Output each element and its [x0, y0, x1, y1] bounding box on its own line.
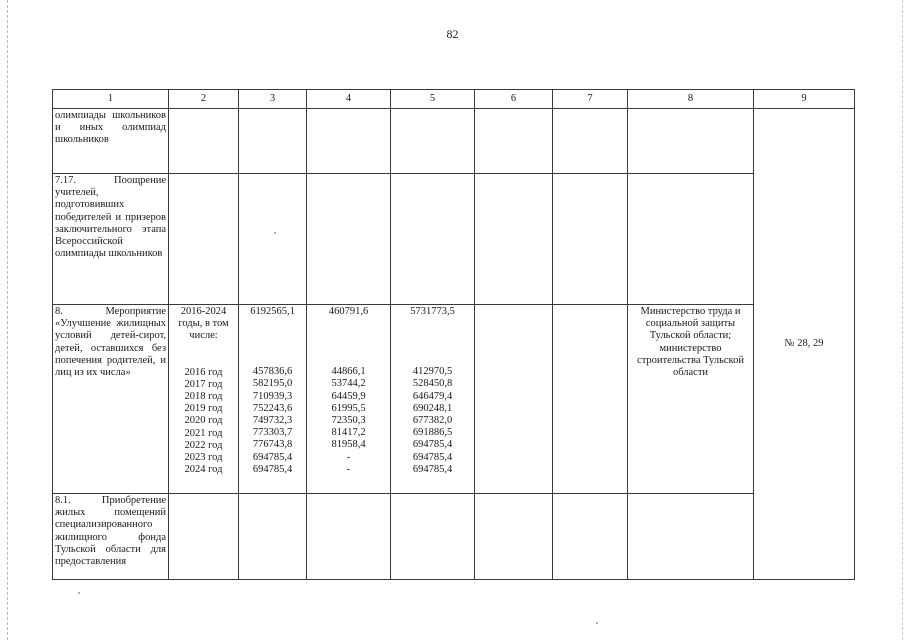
- header-cell: 6: [475, 90, 553, 109]
- regional-year-value: 528450,8: [412, 378, 453, 390]
- year-label: 2024 год: [184, 464, 223, 476]
- header-cell: 4: [307, 90, 391, 109]
- scan-speck: [78, 592, 80, 594]
- table-row: [53, 305, 855, 494]
- empty-cell: [475, 109, 553, 174]
- indicator-ref-cell: № 28, 29: [754, 109, 855, 580]
- header-cell: 7: [553, 90, 628, 109]
- table-row: [53, 109, 855, 174]
- federal-year-value: 53744,2: [331, 378, 366, 390]
- empty-cell: [475, 305, 553, 494]
- total-year-value: 582195,0: [252, 378, 293, 390]
- year-label: 2021 год: [184, 427, 223, 439]
- federal-year-value: 64459,9: [331, 390, 366, 402]
- empty-cell: [553, 494, 628, 580]
- total-cell: [239, 305, 307, 494]
- empty-cell: [239, 494, 307, 580]
- total-year-value: 710939,3: [252, 390, 293, 402]
- header-cell: 9: [754, 90, 855, 109]
- federal-cell: [307, 305, 391, 494]
- header-cell: 8: [628, 90, 754, 109]
- scan-margin-line-left: [7, 0, 8, 640]
- activity-name-cell: олимпиады школьников и иных олимпиад школьников: [53, 109, 169, 174]
- total-year-value: 457836,6: [252, 366, 293, 378]
- regional-year-value: 677382,0: [412, 415, 453, 427]
- total-year-value: 749732,3: [252, 415, 293, 427]
- regional-year-value: 694785,4: [412, 463, 453, 475]
- empty-cell: [169, 494, 239, 580]
- empty-cell: [391, 109, 475, 174]
- total-year-value: 694785,4: [252, 451, 293, 463]
- header-row: [53, 90, 855, 109]
- empty-cell: [239, 109, 307, 174]
- executor-cell: Министерство труда и социальной защиты Тульской области; министерство строительства Тульской области: [628, 305, 754, 494]
- empty-cell: [391, 494, 475, 580]
- total-year-value: 694785,4: [252, 463, 293, 475]
- year-label: 2016 год: [184, 366, 223, 378]
- year-label: 2017 год: [184, 378, 223, 390]
- federal-year-value: 81958,4: [331, 439, 366, 451]
- federal-year-value: 44866,1: [331, 366, 366, 378]
- table-row: [53, 494, 855, 580]
- activity-name-cell: 7.17. Поощрение учителей, подготовивших победителей и призеров заключительного этапа Всероссийской олимпиады школьников: [53, 174, 169, 305]
- activity-name-cell: 8.1. Приобретение жилых помещений специализированного жилищного фонда Тульской области для предоставления: [53, 494, 169, 580]
- empty-cell: [628, 174, 754, 305]
- regional-year-value: 691886,5: [412, 427, 453, 439]
- period-label: 2016-2024 годы, в том числе:: [178, 306, 229, 342]
- header-cell: 2: [169, 90, 239, 109]
- empty-cell: [553, 174, 628, 305]
- empty-cell: [628, 109, 754, 174]
- federal-by-year-list: [309, 366, 388, 476]
- activity-name-cell: 8. Мероприятие «Улучшение жилищных условий детей-сирот, детей, оставшихся без попечения родителей, и лиц из их числа»: [53, 305, 169, 494]
- regional-year-value: 646479,4: [412, 390, 453, 402]
- regional-year-value: 694785,4: [412, 451, 453, 463]
- empty-cell: [628, 494, 754, 580]
- program-table: [52, 89, 855, 580]
- empty-cell: [307, 109, 391, 174]
- regional-by-year-list: [393, 366, 472, 476]
- table-row: [53, 174, 855, 305]
- federal-year-value: 81417,2: [331, 427, 366, 439]
- federal-year-value: -: [346, 463, 351, 475]
- year-label: 2022 год: [184, 439, 223, 451]
- empty-cell: [307, 494, 391, 580]
- empty-cell: [169, 174, 239, 305]
- empty-cell: [307, 174, 391, 305]
- year-label: 2020 год: [184, 415, 223, 427]
- regional-year-value: 412970,5: [412, 366, 453, 378]
- page-number: 82: [446, 27, 459, 41]
- header-cell: 3: [239, 90, 307, 109]
- empty-cell: [391, 174, 475, 305]
- year-label: 2019 год: [184, 403, 223, 415]
- regional-year-value: 690248,1: [412, 402, 453, 414]
- total-year-value: 776743,8: [252, 439, 293, 451]
- empty-cell: [475, 494, 553, 580]
- years-list: [171, 367, 236, 477]
- period-cell: [169, 305, 239, 494]
- regional-cell: [391, 305, 475, 494]
- header-cell: 1: [53, 90, 169, 109]
- empty-cell: [169, 109, 239, 174]
- regional-value: 5731773,5: [410, 306, 455, 317]
- federal-year-value: 72350,3: [331, 415, 366, 427]
- scan-speck: [274, 232, 276, 234]
- scan-margin-line-right: [902, 0, 903, 640]
- header-cell: 5: [391, 90, 475, 109]
- total-year-value: 752243,6: [252, 402, 293, 414]
- empty-cell: [553, 109, 628, 174]
- empty-cell: [553, 305, 628, 494]
- federal-year-value: 61995,5: [331, 402, 366, 414]
- total-year-value: 773303,7: [252, 427, 293, 439]
- regional-year-value: 694785,4: [412, 439, 453, 451]
- total-by-year-list: [241, 366, 304, 476]
- year-label: 2018 год: [184, 391, 223, 403]
- federal-year-value: -: [346, 451, 351, 463]
- empty-cell: [475, 174, 553, 305]
- year-label: 2023 год: [184, 452, 223, 464]
- empty-cell: [239, 174, 307, 305]
- total-value: 6192565,1: [250, 306, 295, 317]
- scan-speck: [596, 622, 598, 624]
- federal-value: 460791,6: [328, 306, 369, 317]
